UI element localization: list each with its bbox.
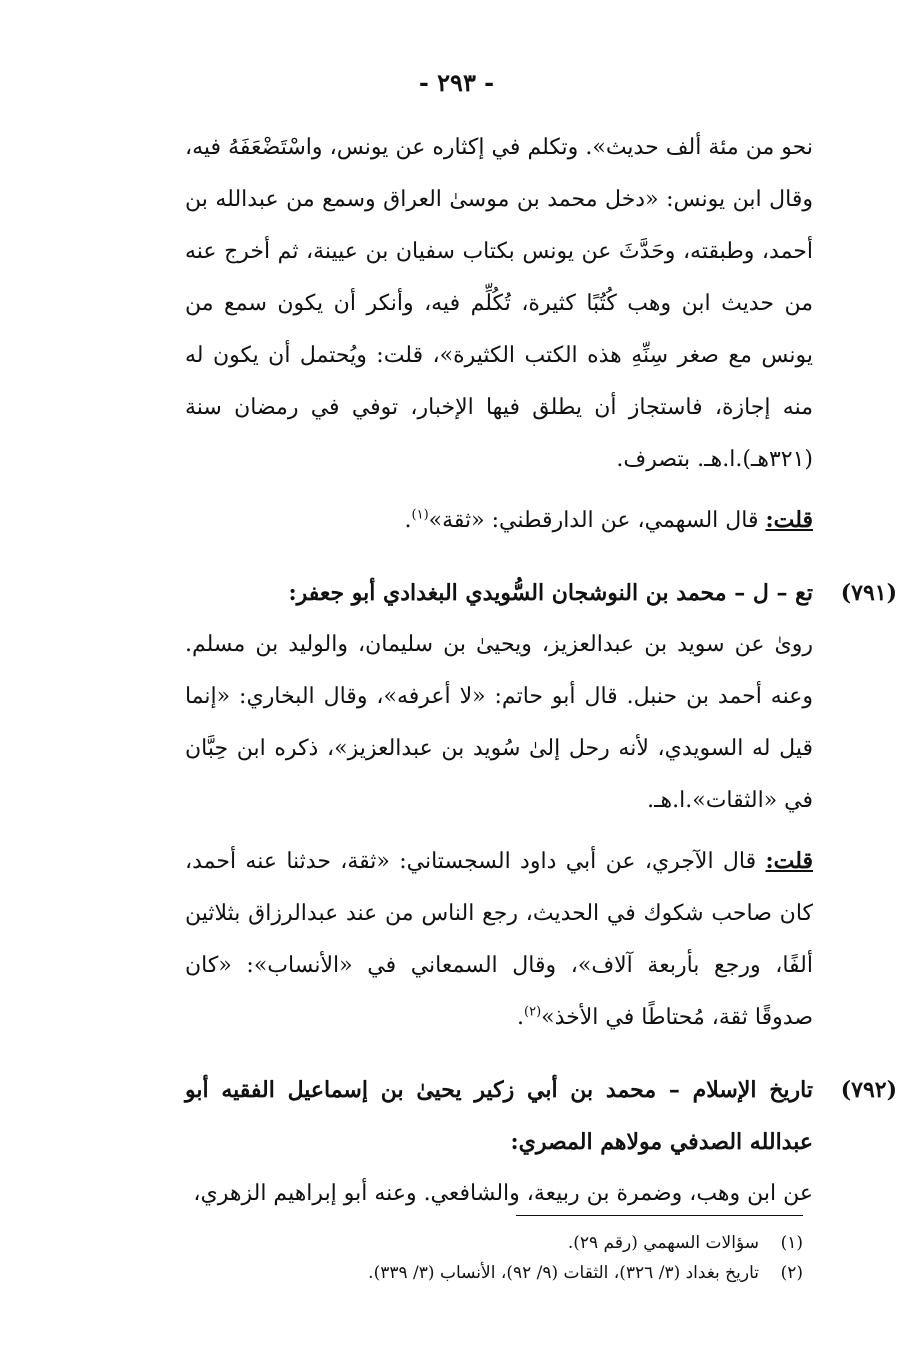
footnotes (243, 1228, 803, 1288)
qult-label: قلت: (765, 507, 813, 533)
entry-title: تع – ل – محمد بن النوشجان السُّويدي البغدادي أبو جعفر: (288, 580, 813, 606)
footnote-ref-1: (١) (411, 507, 429, 523)
entry-number: (٧٩٢) (840, 1077, 897, 1103)
page-number: - ٢٩٣ - (418, 68, 495, 97)
footnote-number: (١) (780, 1233, 803, 1253)
footnote-ref-2: (٢) (524, 1004, 542, 1020)
entry-792-paragraph: عن ابن وهب، وضمرة بن ربيعة، والشافعي. وعنه أبو إبراهيم الزهري، (193, 1181, 813, 1206)
qult-label: قلت: (765, 848, 813, 874)
footnote-number: (٢) (780, 1263, 803, 1283)
footnote-text: سؤالات السهمي (رقم ٢٩). (567, 1233, 759, 1253)
entry-number: (٧٩١) (840, 580, 897, 606)
entry-791-note: قلت: قال الآجري، عن أبي داود السجستاني: «ثقة، حدثنا عنه أحمد، كان صاحب شكوك في الحديث، رجع الناس من عند عبدالرزاق بثلاثين ألفًا، ورجع بأربعة آلاف»، وقال السمعاني في «الأنساب»: «كان صدوقًا ثقة، مُحتاطًا في الأخذ»$^{(٢)}$. (185, 848, 813, 1030)
intro-note-text: قال السهمي، عن الدارقطني: «ثقة» (428, 508, 766, 533)
entry-title: تاريخ الإسلام – محمد بن أبي زكير يحيىٰ بن إسماعيل الفقيه أبو عبدالله الصدفي مولاهم المصري: (185, 1077, 813, 1155)
entry-791-note-text: قال الآجري، عن أبي داود السجستاني: «ثقة، حدثنا عنه أحمد، كان صاحب شكوك في الحديث، رجع الناس من عند عبدالرزاق بثلاثين ألفًا، ورجع بأربعة آلاف»، وقال السمعاني في «الأنساب»: «كان صدوقًا ثقة، مُحتاطًا في الأخذ» (185, 849, 813, 1030)
entry-791-paragraph: روىٰ عن سويد بن عبدالعزيز، ويحيىٰ بن سليمان، والوليد بن مسلم. وعنه أحمد بن حنبل. قال أبو حاتم: «لا أعرفه»، وقال البخاري: «إنما قيل له السويدي، لأنه رحل إلىٰ سُويد بن عبدالعزيز»، ذكره ابن حِبَّان في «الثقات».ا.هـ. (185, 632, 813, 813)
footnote (243, 1258, 803, 1288)
footnote-text: تاريخ بغداد (٣/ ٣٢٦)، الثقات (٩/ ٩٢)، الأنساب (٣/ ٣٣٩). (368, 1263, 759, 1283)
body-text (185, 122, 897, 1220)
entry-792-heading (185, 1064, 897, 1168)
footnote (243, 1228, 803, 1258)
intro-note: قلت: قال السهمي، عن الدارقطني: «ثقة»$^{(١)}$. (404, 507, 813, 533)
intro-paragraph: نحو من مئة ألف حديث». وتكلم في إكثاره عن يونس، واسْتَضْعَفَهُ فيه، وقال ابن يونس: «دخل محمد بن موسىٰ العراق وسمع من عبدالله بن أحمد، وطبقته، وحَدَّثَ عن يونس بكتاب سفيان بن عيينة، ثم أخرج عنه من حديث ابن وهب كُتُبًا كثيرة، تُكُلِّم فيه، وأنكر أن يكون سمع من يونس مع صغر سِنِّهِ هذه الكتب الكثيرة»، قلت: ويُحتمل أن يكون له منه إجازة، فاستجاز أن يطلق فيها الإخبار، توفي في رمضان سنة (٣٢١هـ).ا.هـ. بتصرف. (185, 135, 813, 472)
entry-791-heading (185, 567, 897, 619)
footnote-divider (516, 1215, 803, 1216)
